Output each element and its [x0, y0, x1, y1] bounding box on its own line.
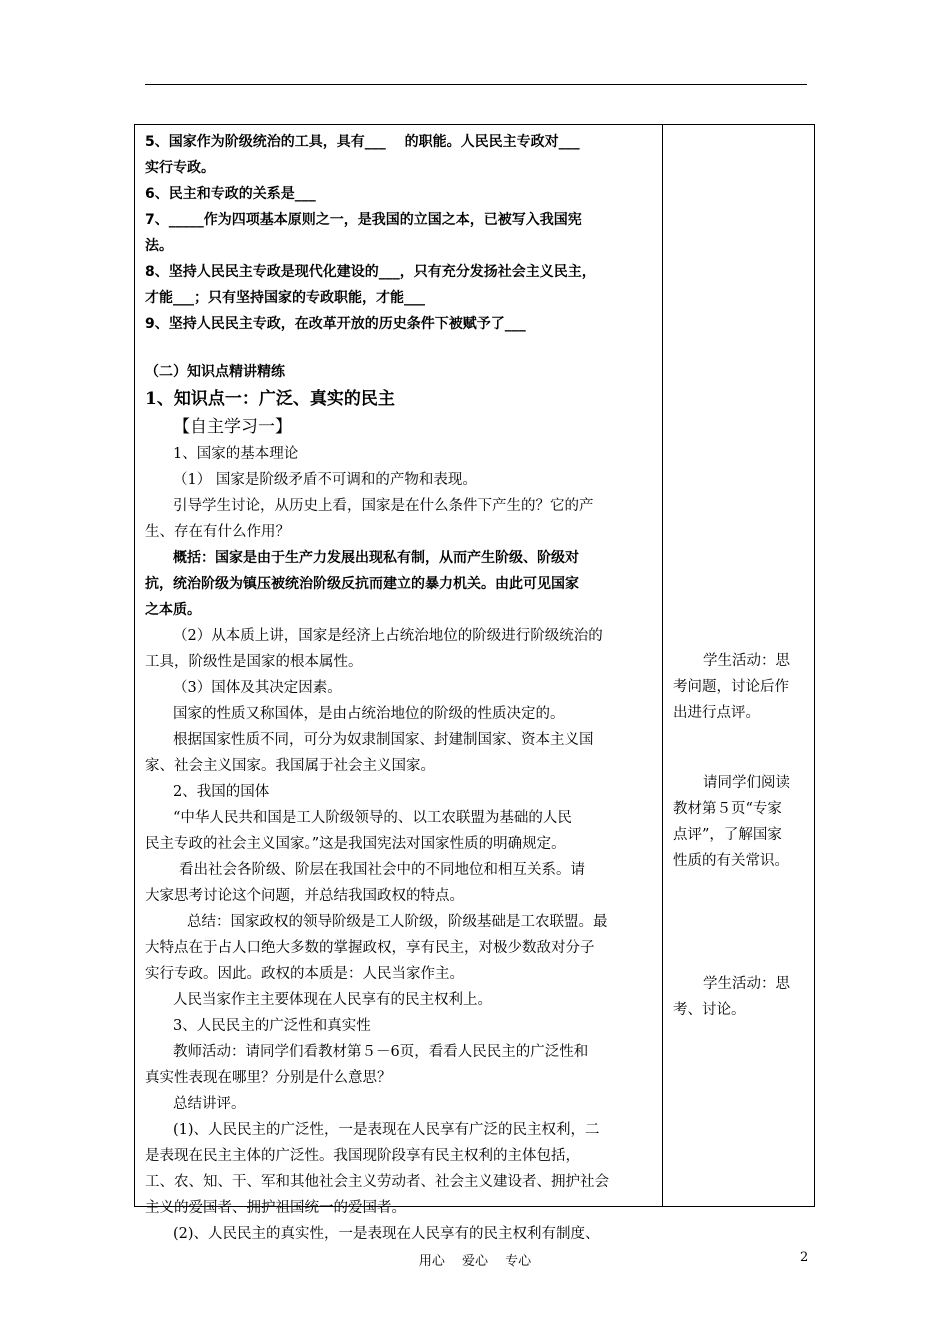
body-line: 抗，统治阶级为镇压被统治阶级反抗而建立的暴力机关。由此可见国家	[145, 576, 579, 592]
header-rule	[145, 84, 807, 85]
question-7: 7、_____作为四项基本原则之一，是我国的立国之本，已被写入我国宪	[145, 212, 582, 228]
body-line: 工具，阶级性是国家的根本属性。	[145, 654, 363, 670]
body-line: 工、农、知、干、军和其他社会主义劳动者、社会主义建设者、拥护社会	[145, 1174, 609, 1190]
body-line: 实行专政。因此。政权的本质是：人民当家作主。	[145, 966, 464, 982]
section-heading: （二）知识点精讲精练	[145, 364, 285, 380]
point-heading: 1、知识点一：广泛、真实的民主	[145, 389, 395, 409]
question-8-cont: 才能___；只有坚持国家的专政职能，才能___	[145, 290, 425, 306]
body-line: 主义的爱国者、拥护祖国统一的爱国者。	[145, 1200, 406, 1216]
body-line: 教师活动：请同学们看教材第５－6页，看看人民民主的广泛性和	[173, 1044, 589, 1060]
body-line: (2)、人民民主的真实性，一是表现在人民享有的民主权利有制度、	[173, 1226, 600, 1242]
body-line: 引导学生讨论，从历史上看，国家是在什么条件下产生的？它的产	[173, 498, 594, 514]
question-8: 8、坚持人民民主专政是现代化建设的___，只有充分发扬社会主义民主，	[145, 264, 596, 280]
page-footer: 用心 爱心 专心	[418, 1254, 532, 1269]
body-line: 概括：国家是由于生产力发展出现私有制，从而产生阶级、阶级对	[173, 550, 579, 566]
body-line: 生、存在有什么作用？	[145, 524, 290, 540]
body-line: 1、国家的基本理论	[173, 446, 299, 462]
side-note-3: 学生活动：思 考、讨论。	[673, 976, 790, 1018]
column-divider	[662, 125, 663, 1206]
body-line: （1） 国家是阶级矛盾不可调和的产物和表现。	[173, 472, 477, 488]
body-line: 总结讲评。	[173, 1096, 246, 1112]
body-line: 真实性表现在哪里？分别是什么意思？	[145, 1070, 392, 1086]
body-line: 3、人民民主的广泛性和真实性	[173, 1018, 371, 1034]
body-line: “中华人民共和国是工人阶级领导的、以工农联盟为基础的人民	[173, 810, 572, 826]
body-line: 是表现在民主主体的广泛性。我国现阶段享有民主权利的主体包括，	[145, 1148, 580, 1164]
body-line: 人民当家作主主要体现在人民享有的民主权利上。	[173, 992, 492, 1008]
body-line: (1)、人民民主的广泛性，一是表现在人民享有广泛的民主权利，二	[173, 1122, 600, 1138]
side-note-1: 学生活动：思 考问题，讨论后作 出进行点评。	[673, 653, 790, 721]
main-column	[145, 129, 655, 1247]
question-7-cont: 法。	[145, 238, 173, 254]
body-line: （2）从本质上讲，国家是经济上占统治地位的阶级进行阶级统治的	[173, 628, 603, 644]
body-line: 之本质。	[145, 602, 201, 618]
study-heading: 【自主学习一】	[173, 417, 292, 437]
body-line: 看出社会各阶级、阶层在我国社会中的不同地位和相互关系。请	[179, 862, 585, 878]
body-line: 民主专政的社会主义国家。”这是我国宪法对国家性质的明确规定。	[145, 836, 566, 852]
body-line: 大家思考讨论这个问题，并总结我国政权的特点。	[145, 888, 464, 904]
page-number: 2	[800, 1250, 809, 1265]
lesson-table	[134, 124, 815, 1242]
body-line: 根据国家性质不同，可分为奴隶制国家、封建制国家、资本主义国	[173, 732, 594, 748]
body-line: 国家的性质又称国体，是由占统治地位的阶级的性质决定的。	[173, 706, 565, 722]
question-6: 6、民主和专政的关系是___	[145, 186, 316, 202]
side-note-2: 请同学们阅读 教材第５页“专家 点评”，了解国家 性质的有关常识。	[673, 775, 790, 869]
body-line: 大特点在于占人口绝大多数的掌握政权，享有民主，对极少数敌对分子	[145, 940, 595, 956]
body-line: （3）国体及其决定因素。	[173, 680, 342, 696]
question-9: 9、坚持人民民主专政，在改革开放的历史条件下被赋予了___	[145, 316, 526, 332]
body-line: 2、我国的国体	[173, 784, 270, 800]
body-line: 家、社会主义国家。我国属于社会主义国家。	[145, 758, 435, 774]
question-5-cont: 实行专政。	[145, 160, 215, 176]
body-line: 总结：国家政权的领导阶级是工人阶级，阶级基础是工农联盟。最	[187, 914, 608, 930]
question-5: 5、国家作为阶级统治的工具，具有___ 的职能。人民民主专政对___	[145, 134, 580, 150]
